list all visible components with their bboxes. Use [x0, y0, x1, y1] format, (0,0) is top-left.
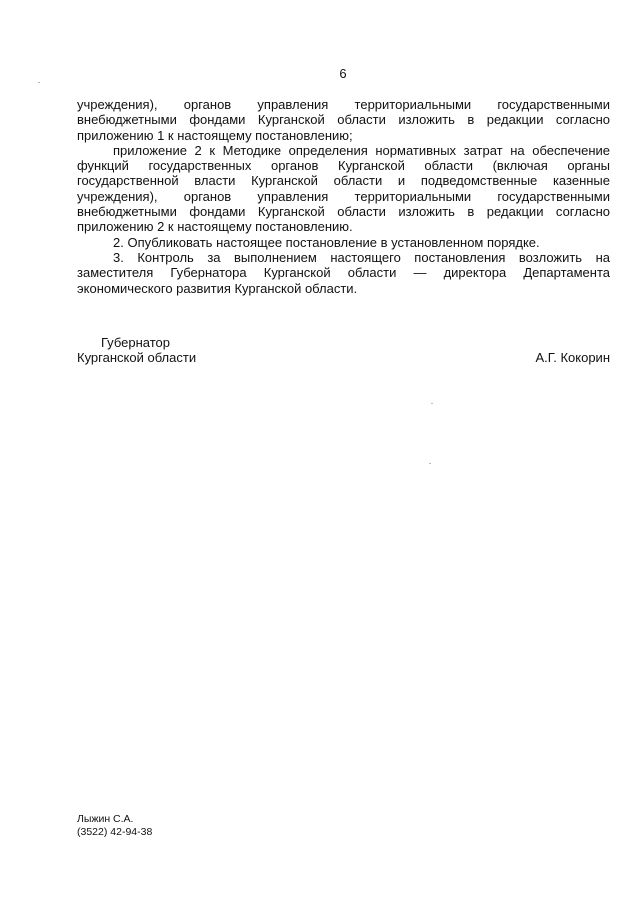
paragraph-amendment-appendix-2: приложение 2 к Методике определения нормативных затрат на обеспечение функций государственных органов Курганской области (включая органы государственной власти Курганской области и подведомственные казенные учреждения), органов управления территориальными государственными внебюджетными фондами Курганской области изложить в редакции согласно приложению 2 к настоящему постановлению.: [77, 142, 610, 235]
scan-speck: [38, 82, 40, 83]
paragraph-publication: 2. Опубликовать настоящее постановление в установленном порядке.: [113, 234, 540, 250]
paragraph-amendment-appendix-1: учреждения), органов управления территориальными государственными внебюджетными фондами Курганской области изложить в редакции согласно приложению 1 к настоящему постановлению;: [77, 97, 610, 143]
signatory-title-line-1: Губернатор: [101, 335, 170, 350]
signatory-name: А.Г. Кокорин: [535, 350, 610, 365]
signature-block: [77, 335, 610, 365]
page-number: 6: [339, 66, 347, 81]
executor-name: Лыжин С.А.: [77, 813, 134, 825]
signatory-title-line-2: Курганской области: [77, 350, 197, 365]
paragraph-control: 3. Контроль за выполнением настоящего постановления возложить на заместителя Губернатора Курганской области — директора Департамента экономического развития Курганской области.: [77, 249, 610, 296]
executor-phone: (3522) 42-94-38: [77, 825, 153, 838]
scan-speck: [431, 403, 433, 404]
scan-speck: [429, 463, 431, 464]
executor-info: [77, 813, 152, 838]
document-body: [77, 97, 610, 296]
